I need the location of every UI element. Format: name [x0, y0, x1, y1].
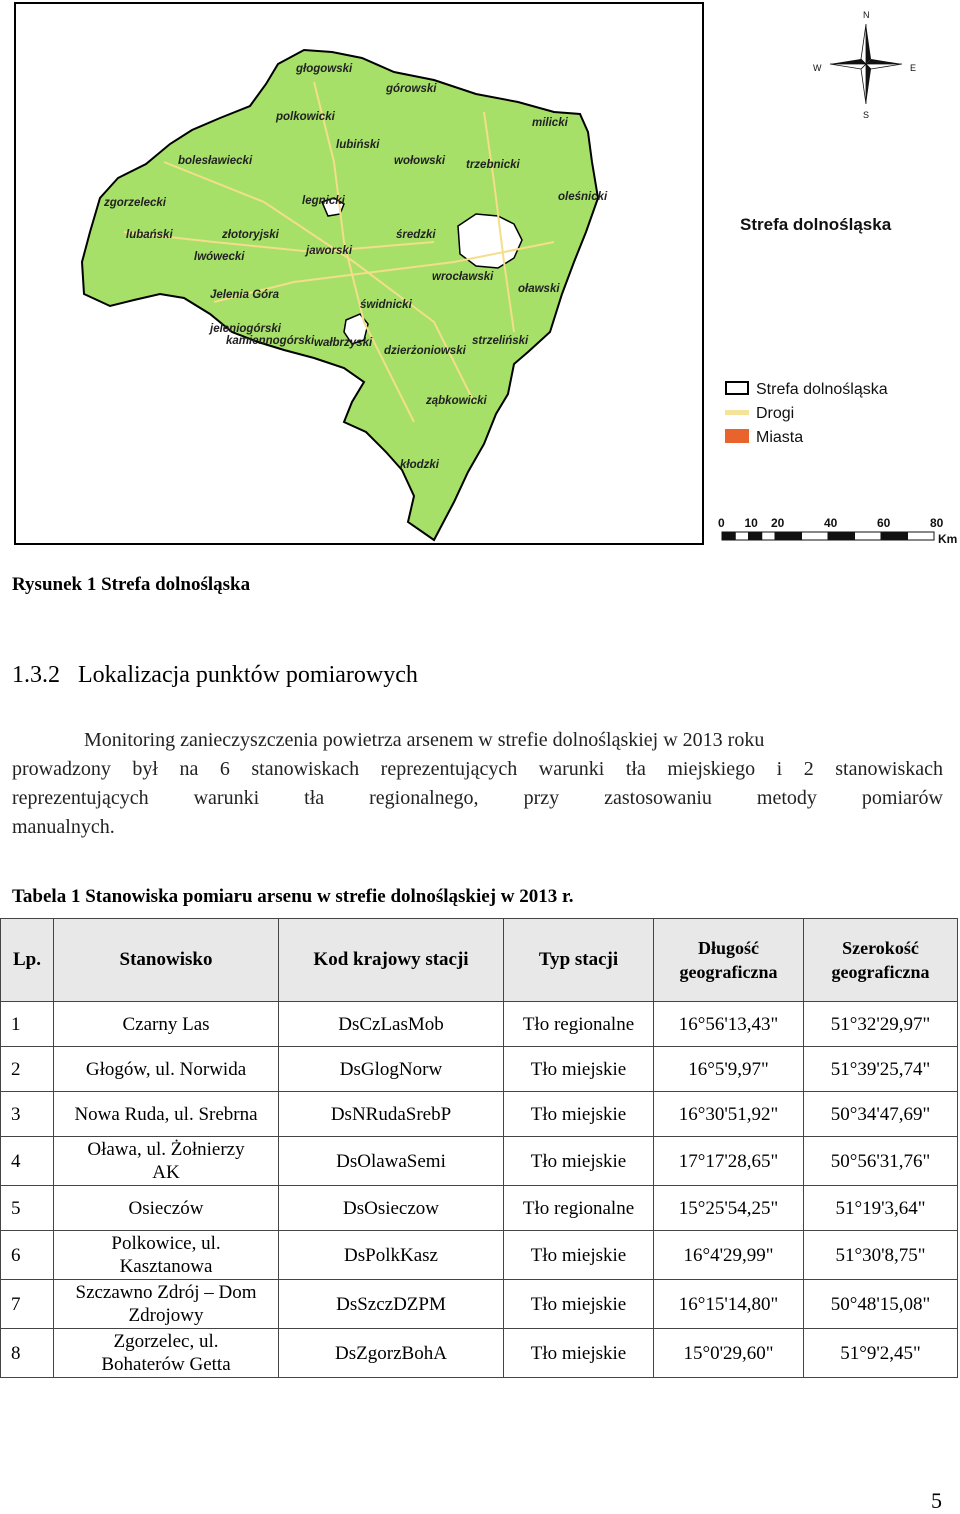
region-map	[14, 2, 960, 547]
district-label: świdnicki	[360, 299, 412, 311]
section-heading: 1.3.2 Lokalizacja punktów pomiarowych	[12, 662, 418, 688]
cell-station-line2: Kasztanowa	[119, 1256, 213, 1277]
cell-type	[504, 1092, 654, 1137]
header-lp: Lp.	[1, 919, 54, 1002]
cell-lp	[1, 1231, 54, 1280]
scale-tick-label: 40	[824, 516, 838, 530]
scale-segment	[775, 532, 802, 540]
cell-station-line1: Nowa Ruda, ul. Srebrna	[74, 1103, 258, 1125]
cell-code-text: DsGlogNorw	[339, 1058, 443, 1080]
cell-code	[279, 1092, 504, 1137]
cell-lp	[1, 1047, 54, 1092]
cell-longitude-text: 17°17'28,65"	[678, 1150, 779, 1172]
cell-station	[54, 1329, 279, 1378]
header-code: Kod krajowy stacji	[279, 919, 504, 1002]
legend-swatch	[726, 382, 748, 394]
cell-longitude-text: 16°56'13,43"	[678, 1013, 779, 1035]
cell-type-text: Tło miejskie	[530, 1150, 627, 1172]
cell-code-text: DsPolkKasz	[344, 1244, 438, 1266]
header-type: Typ stacji	[504, 919, 654, 1002]
cell-station	[54, 1231, 279, 1280]
cell-code	[279, 1137, 504, 1186]
scale-tick-label: 80	[930, 516, 944, 530]
scale-tick-label: 10	[744, 516, 758, 530]
scale-segment	[908, 532, 935, 540]
district-label: średzki	[396, 229, 436, 241]
cell-latitude-text: 50°34'47,69"	[830, 1103, 931, 1125]
district-label: ząbkowicki	[426, 395, 487, 407]
cell-station-line1: Szczawno Zdrój – Dom	[75, 1282, 257, 1303]
header-longitude-line1: Długość	[697, 938, 759, 958]
cell-latitude	[804, 1231, 958, 1280]
scale-segment	[762, 532, 775, 540]
cell-station	[54, 1280, 279, 1329]
scale-unit: Km	[938, 532, 958, 546]
cell-station-line2: AK	[152, 1162, 180, 1183]
header-latitude-line1: Szerokość	[842, 938, 919, 958]
cell-longitude	[654, 1047, 804, 1092]
district-label: oławski	[518, 283, 560, 295]
cell-code-text: DsCzLasMob	[338, 1013, 444, 1035]
paragraph-line-2: prowadzony był na 6 stanowiskach reprezentujących warunki tła miejskiego i 2 stanowiskach	[12, 758, 943, 780]
cell-lp-text: 3	[11, 1103, 21, 1125]
district-label: dzierżoniowski	[384, 345, 466, 357]
district-label: jaworski	[306, 245, 353, 257]
cell-station	[54, 1092, 279, 1137]
cell-station	[54, 1002, 279, 1047]
legend-label: Drogi	[756, 405, 795, 422]
cell-type-text: Tło miejskie	[530, 1058, 627, 1080]
cell-type-text: Tło miejskie	[530, 1244, 627, 1266]
cell-longitude	[654, 1137, 804, 1186]
district-label: Jelenia Góra	[210, 289, 280, 301]
cell-type	[504, 1002, 654, 1047]
cell-type	[504, 1047, 654, 1092]
scale-segment	[749, 532, 762, 540]
figure-caption: Rysunek 1 Strefa dolnośląska	[12, 574, 251, 595]
cell-longitude	[654, 1329, 804, 1378]
scale-segment	[881, 532, 908, 540]
cell-latitude-text: 51°39'25,74"	[830, 1058, 931, 1080]
cell-code-text: DsOsieczow	[342, 1197, 440, 1219]
cell-station-line1: Osieczów	[128, 1197, 204, 1219]
table-row	[1, 1002, 958, 1047]
cell-latitude	[804, 1329, 958, 1378]
district-label: wołowski	[394, 155, 446, 167]
cell-longitude-text: 15°25'54,25"	[678, 1197, 779, 1219]
legend-label: Strefa dolnośląska	[756, 381, 888, 398]
cell-lp	[1, 1280, 54, 1329]
header-latitude	[804, 919, 958, 1002]
district-label: górowski	[386, 83, 437, 95]
cell-longitude	[654, 1002, 804, 1047]
district-label: lubiński	[336, 139, 380, 151]
cell-longitude-text: 16°4'29,99"	[683, 1244, 774, 1266]
cell-lp-text: 8	[11, 1342, 21, 1364]
cell-latitude-text: 51°32'29,97"	[830, 1013, 931, 1035]
cell-longitude-text: 15°0'29,60"	[683, 1342, 774, 1364]
scale-bar	[718, 516, 957, 546]
compass-n: N	[863, 10, 870, 20]
cell-type	[504, 1280, 654, 1329]
cell-type	[504, 1186, 654, 1231]
cell-station-line2: Bohaterów Getta	[101, 1354, 231, 1375]
scale-segment	[735, 532, 748, 540]
district-label: polkowicki	[276, 111, 335, 123]
stations-table	[0, 918, 958, 1378]
cell-lp	[1, 1137, 54, 1186]
cell-code	[279, 1047, 504, 1092]
compass-e: E	[910, 63, 917, 73]
district-label: głogowski	[296, 63, 353, 75]
cell-longitude	[654, 1280, 804, 1329]
legend-label: Miasta	[756, 429, 804, 446]
district-label: wałbrzyski	[314, 337, 373, 349]
legend-swatch	[726, 430, 748, 442]
cell-code-text: DsSzczDZPM	[336, 1293, 446, 1315]
cell-code	[279, 1002, 504, 1047]
header-longitude	[654, 919, 804, 1002]
district-label: wrocławski	[432, 271, 494, 283]
cell-code	[279, 1329, 504, 1378]
cell-station-line1: Polkowice, ul.	[111, 1233, 221, 1254]
cell-lp-text: 5	[11, 1197, 21, 1219]
district-label: strzeliński	[472, 335, 529, 347]
cell-longitude-text: 16°5'9,97"	[688, 1058, 769, 1080]
compass-rose-icon	[813, 10, 916, 120]
body-paragraph	[12, 726, 943, 842]
cell-station-line1: Oława, ul. Żołnierzy	[87, 1139, 245, 1160]
district-label: jeleniogórski	[210, 323, 281, 335]
cell-latitude	[804, 1186, 958, 1231]
header-longitude-line2: geograficzna	[679, 962, 778, 982]
district-label: oleśnicki	[558, 191, 608, 203]
legend-swatch	[726, 411, 748, 414]
cell-lp	[1, 1186, 54, 1231]
cell-latitude-text: 51°19'3,64"	[835, 1197, 926, 1219]
table-row	[1, 1231, 958, 1280]
district-label: milicki	[532, 117, 568, 129]
paragraph-line-1: Monitoring zanieczyszczenia powietrza arsenem w strefie dolnośląskiej w 2013 roku	[84, 729, 765, 751]
header-station: Stanowisko	[54, 919, 279, 1002]
cell-code-text: DsOlawaSemi	[336, 1150, 446, 1172]
scale-segment	[802, 532, 829, 540]
map-legend	[726, 381, 888, 446]
district-label: lwówecki	[194, 251, 245, 263]
paragraph-line-4: manualnych.	[12, 816, 115, 838]
cell-code	[279, 1231, 504, 1280]
cell-type	[504, 1137, 654, 1186]
cell-station	[54, 1047, 279, 1092]
cell-lp-text: 6	[11, 1244, 21, 1266]
page-number: 5	[931, 1488, 942, 1513]
district-label: trzebnicki	[466, 159, 520, 171]
cell-latitude	[804, 1002, 958, 1047]
cell-latitude-text: 51°30'8,75"	[835, 1244, 926, 1266]
table-row	[1, 1047, 958, 1092]
cell-type-text: Tło miejskie	[530, 1103, 627, 1125]
cell-type-text: Tło miejskie	[530, 1342, 627, 1364]
cell-type-text: Tło regionalne	[522, 1013, 635, 1035]
cell-station-line2: Zdrojowy	[128, 1305, 204, 1326]
district-label: kamiennogórski	[226, 335, 315, 347]
cell-longitude	[654, 1092, 804, 1137]
cell-code-text: DsNRudaSrebP	[330, 1103, 452, 1125]
header-latitude-line2: geograficzna	[831, 962, 930, 982]
scale-segment	[722, 532, 735, 540]
cell-type	[504, 1231, 654, 1280]
cell-code	[279, 1186, 504, 1231]
district-label: bolesławiecki	[178, 155, 253, 167]
cell-longitude-text: 16°15'14,80"	[678, 1293, 779, 1315]
cell-lp-text: 7	[11, 1293, 21, 1315]
paragraph-line-3: reprezentujących warunki tła regionalnego, przy zastosowaniu metody pomiarów	[12, 787, 943, 809]
cell-station-line1: Czarny Las	[122, 1013, 210, 1035]
district-label: złotoryjski	[222, 229, 279, 241]
map-title: Strefa dolnośląska	[740, 215, 892, 234]
scale-segment	[855, 532, 882, 540]
district-label: legnicki	[302, 195, 345, 207]
district-label: lubański	[126, 229, 173, 241]
cell-lp-text: 4	[11, 1150, 21, 1172]
compass-s: S	[863, 110, 870, 120]
cell-latitude	[804, 1137, 958, 1186]
cell-lp	[1, 1092, 54, 1137]
table-row	[1, 1280, 958, 1329]
district-label: zgorzelecki	[104, 197, 166, 209]
table-row	[1, 1329, 958, 1378]
compass-w: W	[813, 63, 822, 73]
cell-longitude	[654, 1186, 804, 1231]
region-shape	[82, 50, 598, 540]
cell-lp-text: 2	[11, 1058, 21, 1080]
cell-type-text: Tło miejskie	[530, 1293, 627, 1315]
cell-latitude-text: 51°9'2,45"	[840, 1342, 921, 1364]
table-caption: Tabela 1 Stanowiska pomiaru arsenu w strefie dolnośląskiej w 2013 r.	[12, 886, 574, 907]
scale-tick-label: 0	[718, 516, 725, 530]
cell-lp	[1, 1329, 54, 1378]
table-row	[1, 1137, 958, 1186]
table-row	[1, 1092, 958, 1137]
cell-latitude	[804, 1092, 958, 1137]
table-row	[1, 1186, 958, 1231]
cell-station-line1: Zgorzelec, ul.	[113, 1331, 219, 1352]
cell-station	[54, 1186, 279, 1231]
cell-lp	[1, 1002, 54, 1047]
cell-latitude	[804, 1047, 958, 1092]
cell-longitude-text: 16°30'51,92"	[678, 1103, 779, 1125]
cell-station-line1: Głogów, ul. Norwida	[85, 1058, 247, 1080]
cell-lp-text: 1	[11, 1013, 21, 1035]
cell-longitude	[654, 1231, 804, 1280]
scale-tick-label: 60	[877, 516, 891, 530]
scale-tick-label: 20	[771, 516, 785, 530]
cell-latitude-text: 50°56'31,76"	[830, 1150, 931, 1172]
cell-station	[54, 1137, 279, 1186]
scale-segment	[828, 532, 855, 540]
district-label: kłodzki	[400, 459, 439, 471]
table-header-row	[1, 919, 958, 1002]
cell-code-text: DsZgorzBohA	[335, 1342, 447, 1364]
cell-code	[279, 1280, 504, 1329]
cell-type	[504, 1329, 654, 1378]
cell-latitude-text: 50°48'15,08"	[830, 1293, 931, 1315]
table-body	[1, 1002, 958, 1378]
cell-type-text: Tło regionalne	[522, 1197, 635, 1219]
cell-latitude	[804, 1280, 958, 1329]
